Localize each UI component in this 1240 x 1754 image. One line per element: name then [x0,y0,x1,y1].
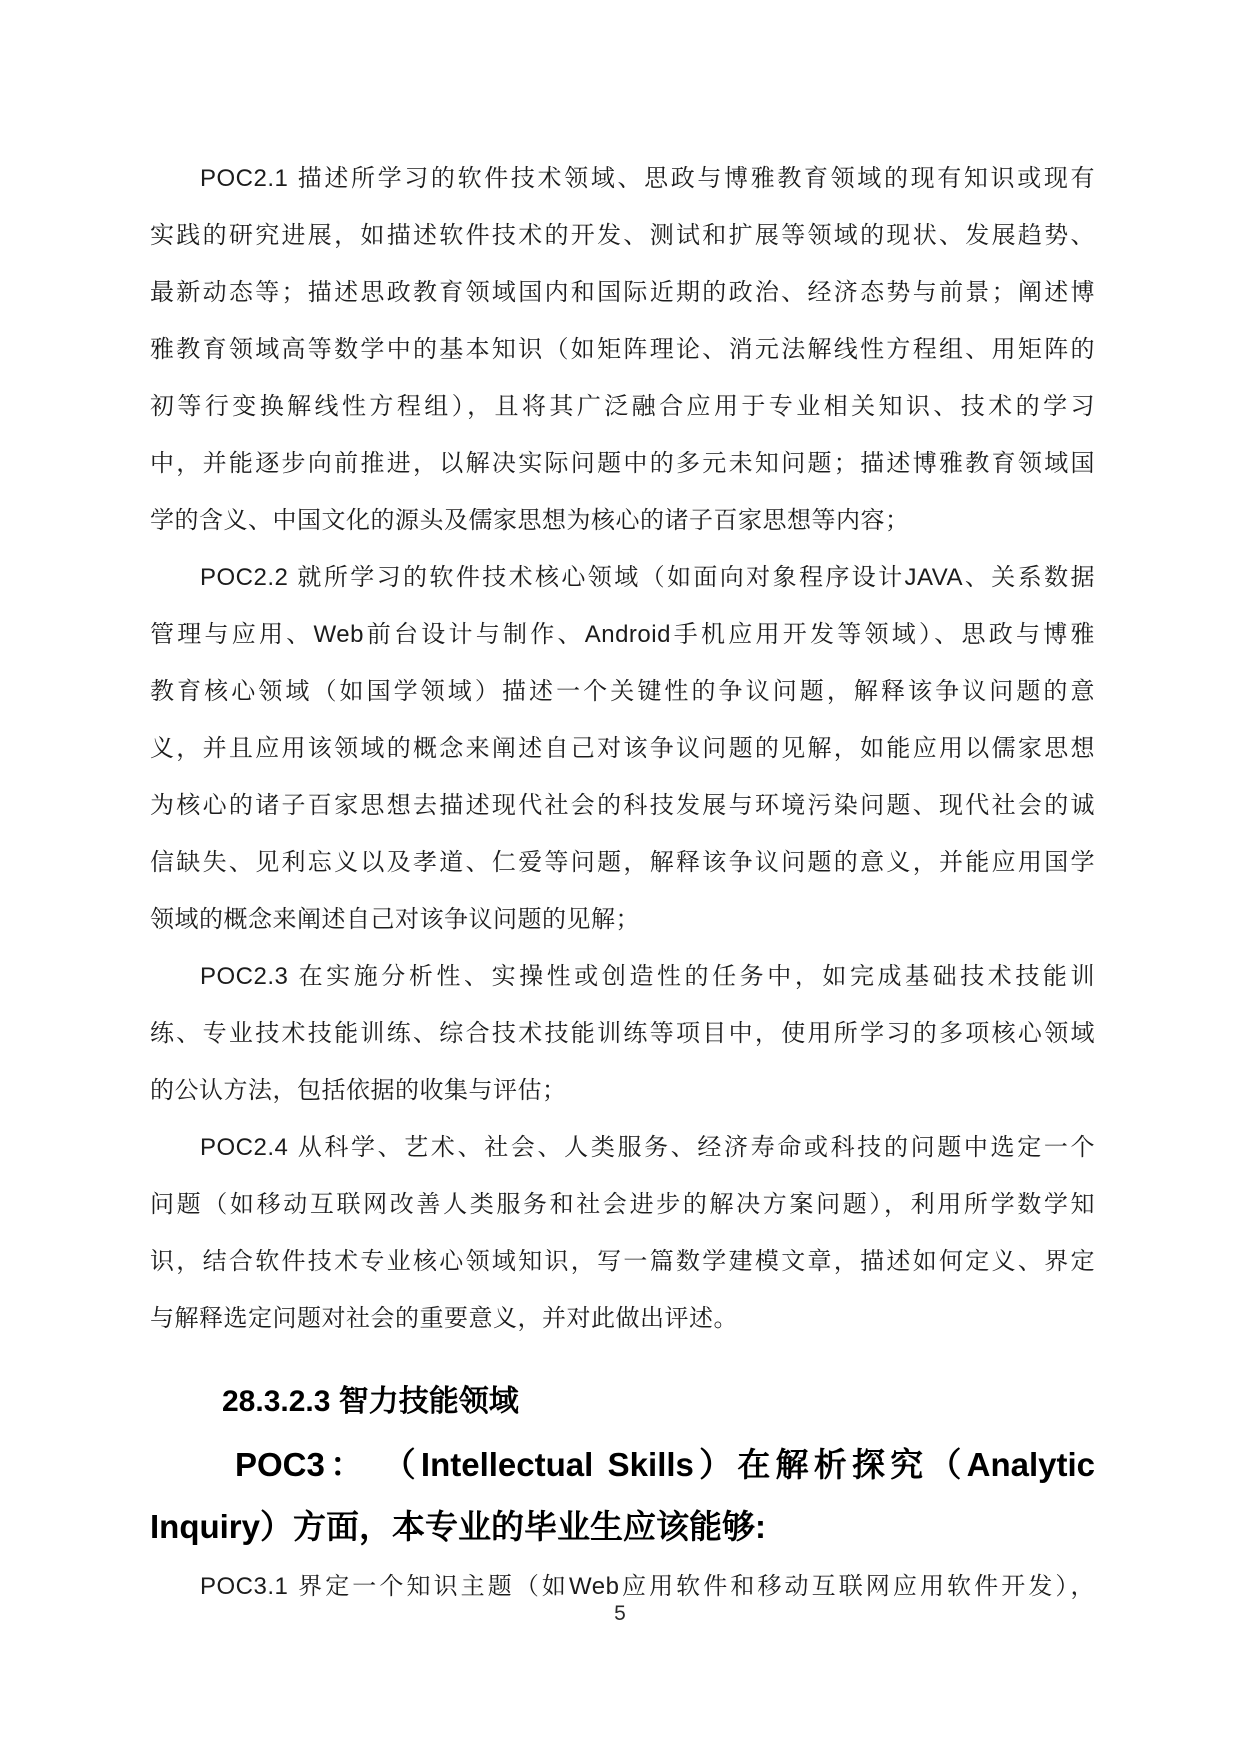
text-line: Inquiry）方面，本专业的毕业生应该能够: [150,1508,766,1545]
text-line: 为核心的诸子百家思想去描述现代社会的科技发展与环境污染问题、现代社会的诚 [150,792,1095,819]
section-heading [150,1370,1095,1434]
text-line: POC2.1 描述所学习的软件技术领域、思政与博雅教育领域的现有知识或现有 [200,165,1095,192]
paragraph [150,1119,1095,1347]
text-line: POC3： （Intellectual Skills）在解析探究（Analytic [235,1446,1095,1483]
paragraph [150,948,1095,1119]
page-number: 5 [614,1602,626,1625]
text-line: 的公认方法，包括依据的收集与评估； [150,1077,567,1104]
text-line: 领域的概念来阐述自己对该争议问题的见解； [150,906,640,933]
text-line: 信缺失、见利忘义以及孝道、仁爱等问题，解释该争议问题的意义，并能应用国学 [150,849,1095,876]
text-line: 学的含义、中国文化的源头及儒家思想为核心的诸子百家思想等内容； [150,507,910,534]
text-line: 最新动态等；描述思政教育领域国内和国际近期的政治、经济态势与前景；阐述博 [150,279,1095,306]
text-line: 与解释选定问题对社会的重要意义，并对此做出评述。 [150,1305,738,1332]
text-line: 实践的研究进展，如描述软件技术的开发、测试和扩展等领域的现状、发展趋势、 [150,222,1095,249]
document-content [150,150,1095,1615]
text-line: 雅教育领域高等数学中的基本知识（如矩阵理论、消元法解线性方程组、用矩阵的 [150,336,1095,363]
text-line: 初等行变换解线性方程组），且将其广泛融合应用于专业相关知识、技术的学习 [150,393,1095,420]
text-line: 中，并能逐步向前推进，以解决实际问题中的多元未知问题；描述博雅教育领域国 [150,450,1095,477]
text-line: POC2.3 在实施分析性、实操性或创造性的任务中，如完成基础技术技能训 [200,963,1095,990]
text-line: 识，结合软件技术专业核心领域知识，写一篇数学建模文章，描述如何定义、界定 [150,1248,1095,1275]
text-line: 管理与应用、Web前台设计与制作、Android手机应用开发等领域）、思政与博雅 [150,621,1095,648]
text-line: 练、专业技术技能训练、综合技术技能训练等项目中，使用所学习的多项核心领域 [150,1020,1095,1047]
text-line: 义，并且应用该领域的概念来阐述自己对该争议问题的见解，如能应用以儒家思想 [150,735,1095,762]
text-line: 问题（如移动互联网改善人类服务和社会进步的解决方案问题），利用所学数学知 [150,1191,1095,1218]
text-line: POC3.1 界定一个知识主题（如Web应用软件和移动互联网应用软件开发）， [200,1573,1095,1600]
text-line: 28.3.2.3 智力技能领域 [222,1385,519,1418]
text-line: POC2.4 从科学、艺术、社会、人类服务、经济寿命或科技的问题中选定一个 [200,1134,1095,1161]
paragraph [150,549,1095,948]
paragraph [150,150,1095,549]
section-heading [150,1434,1095,1558]
text-line: POC2.2 就所学习的软件技术核心领域（如面向对象程序设计JAVA、关系数据 [200,564,1095,591]
text-line: 教育核心领域（如国学领域）描述一个关键性的争议问题，解释该争议问题的意 [150,678,1095,705]
